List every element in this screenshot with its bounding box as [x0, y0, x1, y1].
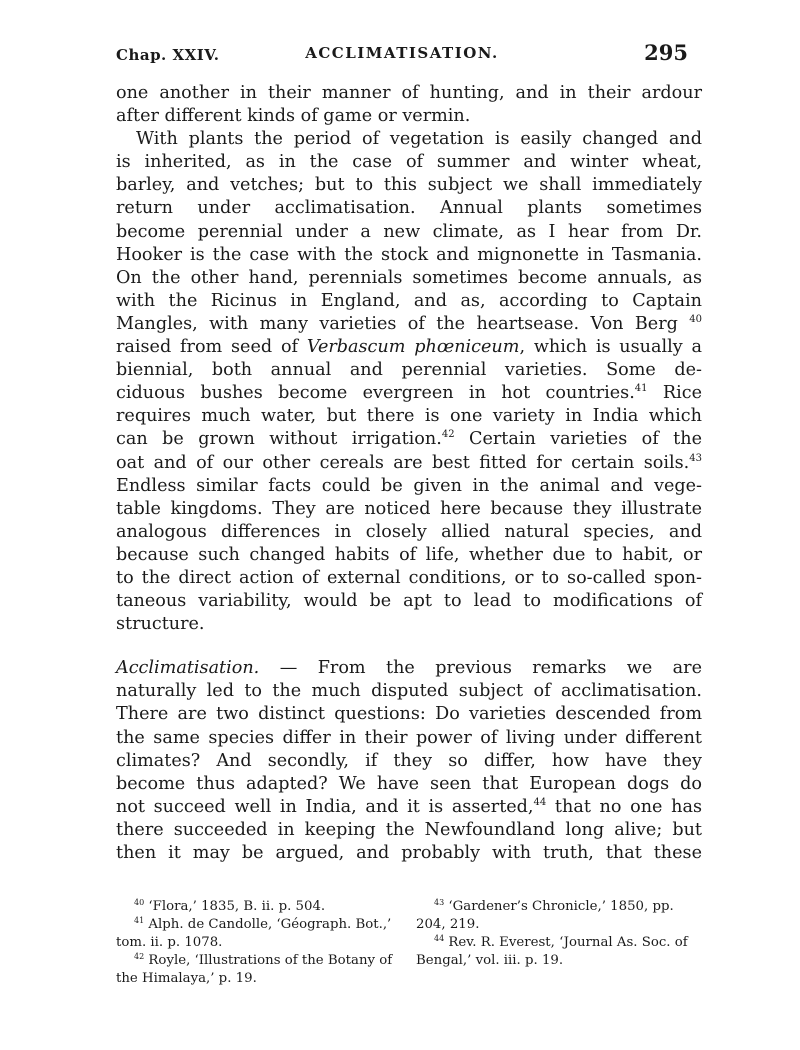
text-line — [116, 796, 702, 819]
footnote-text: ‘Flora,’ 1835, B. ii. p. 504. — [148, 899, 326, 914]
line-text: oat and of our other cereals are best fitted for certain soils. — [116, 452, 690, 473]
footnote-ref-44: 44 — [533, 796, 547, 808]
footnote-text: Royle, ‘Illustrations of the Botany of the Himalaya,’ p. 19. — [116, 953, 393, 986]
page-number: 295 — [644, 40, 688, 65]
footnote-ref-43: 43 — [689, 452, 702, 464]
text-line: requires much water, but there is one variety in India which — [116, 406, 702, 427]
paragraph-continued — [116, 82, 702, 128]
line-text: can be grown without irrigation. — [116, 429, 442, 450]
footnote-40 — [116, 898, 398, 916]
text-line: table kingdoms. They are noticed here because they illustrate — [116, 498, 702, 519]
text-line: to the direct action of external conditions, or to so-called spon- — [116, 567, 702, 588]
footnote-number: 40 — [134, 898, 145, 907]
text-line: taneous variability, would be apt to lead to modifications of — [116, 591, 702, 612]
line-text: — From the previous remarks we are — [259, 658, 702, 679]
footnote-number: 41 — [134, 916, 145, 925]
footnote-number: 42 — [134, 952, 145, 961]
footnote-44 — [416, 934, 702, 970]
main-text — [116, 82, 702, 865]
text-line — [116, 428, 702, 451]
text-line — [116, 452, 702, 475]
line-text: raised from seed of — [116, 337, 307, 358]
text-line: is inherited, as in the case of summer and winter wheat, — [116, 152, 702, 173]
text-line — [116, 382, 702, 405]
footnote-number: 44 — [434, 934, 445, 943]
text-line: one another in their manner of hunting, and in their ardour — [116, 83, 702, 103]
footnote-ref-42: 42 — [441, 429, 455, 441]
running-header — [116, 40, 688, 74]
running-title: ACCLIMATISATION. — [305, 44, 499, 62]
text-line: On the other hand, perennials sometimes become annuals, as — [116, 267, 702, 288]
section-heading: Acclimatisation. — [116, 658, 260, 679]
footnote-text: Alph. de Candolle, ‘Géograph. Bot.,’ tom. ii. p. 1078. — [116, 917, 392, 950]
footnotes-left-column — [116, 898, 398, 988]
paragraph-acclimatisation — [116, 657, 702, 865]
text-line: return under acclimatisation. Annual plants sometimes — [116, 198, 702, 219]
line-text: ciduous bushes become evergreen in hot countries. — [116, 383, 635, 404]
text-line: become thus adapted? We have seen that European dogs do — [116, 773, 702, 794]
footnotes-right-column — [416, 898, 702, 970]
line-text: not succeed well in India, and it is asserted, — [116, 796, 534, 817]
text-line — [116, 657, 702, 680]
line-text: that no one has — [546, 796, 702, 817]
footnote-43 — [416, 898, 702, 934]
text-line: There are two distinct questions: Do varieties descended from — [116, 704, 702, 725]
footnote-42 — [116, 952, 398, 988]
line-text: Certain varieties of the — [454, 429, 702, 450]
text-line: barley, and vetches; but to this subject we shall immediately — [116, 175, 702, 196]
footnote-text: ‘Gardener’s Chronicle,’ 1850, pp. 204, 219. — [416, 899, 674, 932]
paragraph-plants — [116, 128, 702, 636]
species-name: Verbascum phœniceum — [306, 337, 520, 358]
text-line: become perennial under a new climate, as I hear from Dr. — [116, 221, 702, 242]
footnote-ref-40: 40 — [689, 313, 702, 325]
text-line: Hooker is the case with the stock and mignonette in Tasmania. — [116, 244, 702, 265]
text-line: climates? And secondly, if they so differ, how have they — [116, 750, 702, 771]
text-line: the same species differ in their power of living under different — [116, 727, 702, 748]
text-line: With plants the period of vegetation is easily changed and — [136, 129, 702, 150]
chapter-label: Chap. XXIV. — [116, 46, 220, 64]
text-line: biennial, both annual and perennial varieties. Some de- — [116, 360, 702, 381]
text-line — [116, 313, 702, 336]
line-text: Mangles, with many varieties of the heartsease. Von Berg — [116, 313, 678, 334]
footnote-ref-41: 41 — [634, 383, 648, 395]
line-text: Rice — [647, 383, 702, 404]
text-line: because such changed habits of life, whether due to habit, or — [116, 544, 702, 565]
footnote-41 — [116, 916, 398, 952]
text-line: then it may be argued, and probably with truth, that these — [116, 843, 702, 863]
text-line — [116, 336, 702, 359]
footnote-text: Rev. R. Everest, ‘Journal As. Soc. of Bengal,’ vol. iii. p. 19. — [416, 935, 688, 968]
text-line: with the Ricinus in England, and as, according to Captain — [116, 290, 702, 311]
text-line: structure. — [116, 614, 205, 635]
text-line: there succeeded in keeping the Newfoundland long alive; but — [116, 819, 702, 840]
text-line: Endless similar facts could be given in the animal and vege- — [116, 475, 702, 496]
text-line: naturally led to the much disputed subject of acclimatisation. — [116, 681, 702, 702]
footnote-number: 43 — [434, 898, 445, 907]
text-line: analogous differences in closely allied natural species, and — [116, 521, 702, 542]
line-text: , which is usually a — [519, 337, 702, 358]
text-line: after different kinds of game or vermin. — [116, 106, 471, 127]
